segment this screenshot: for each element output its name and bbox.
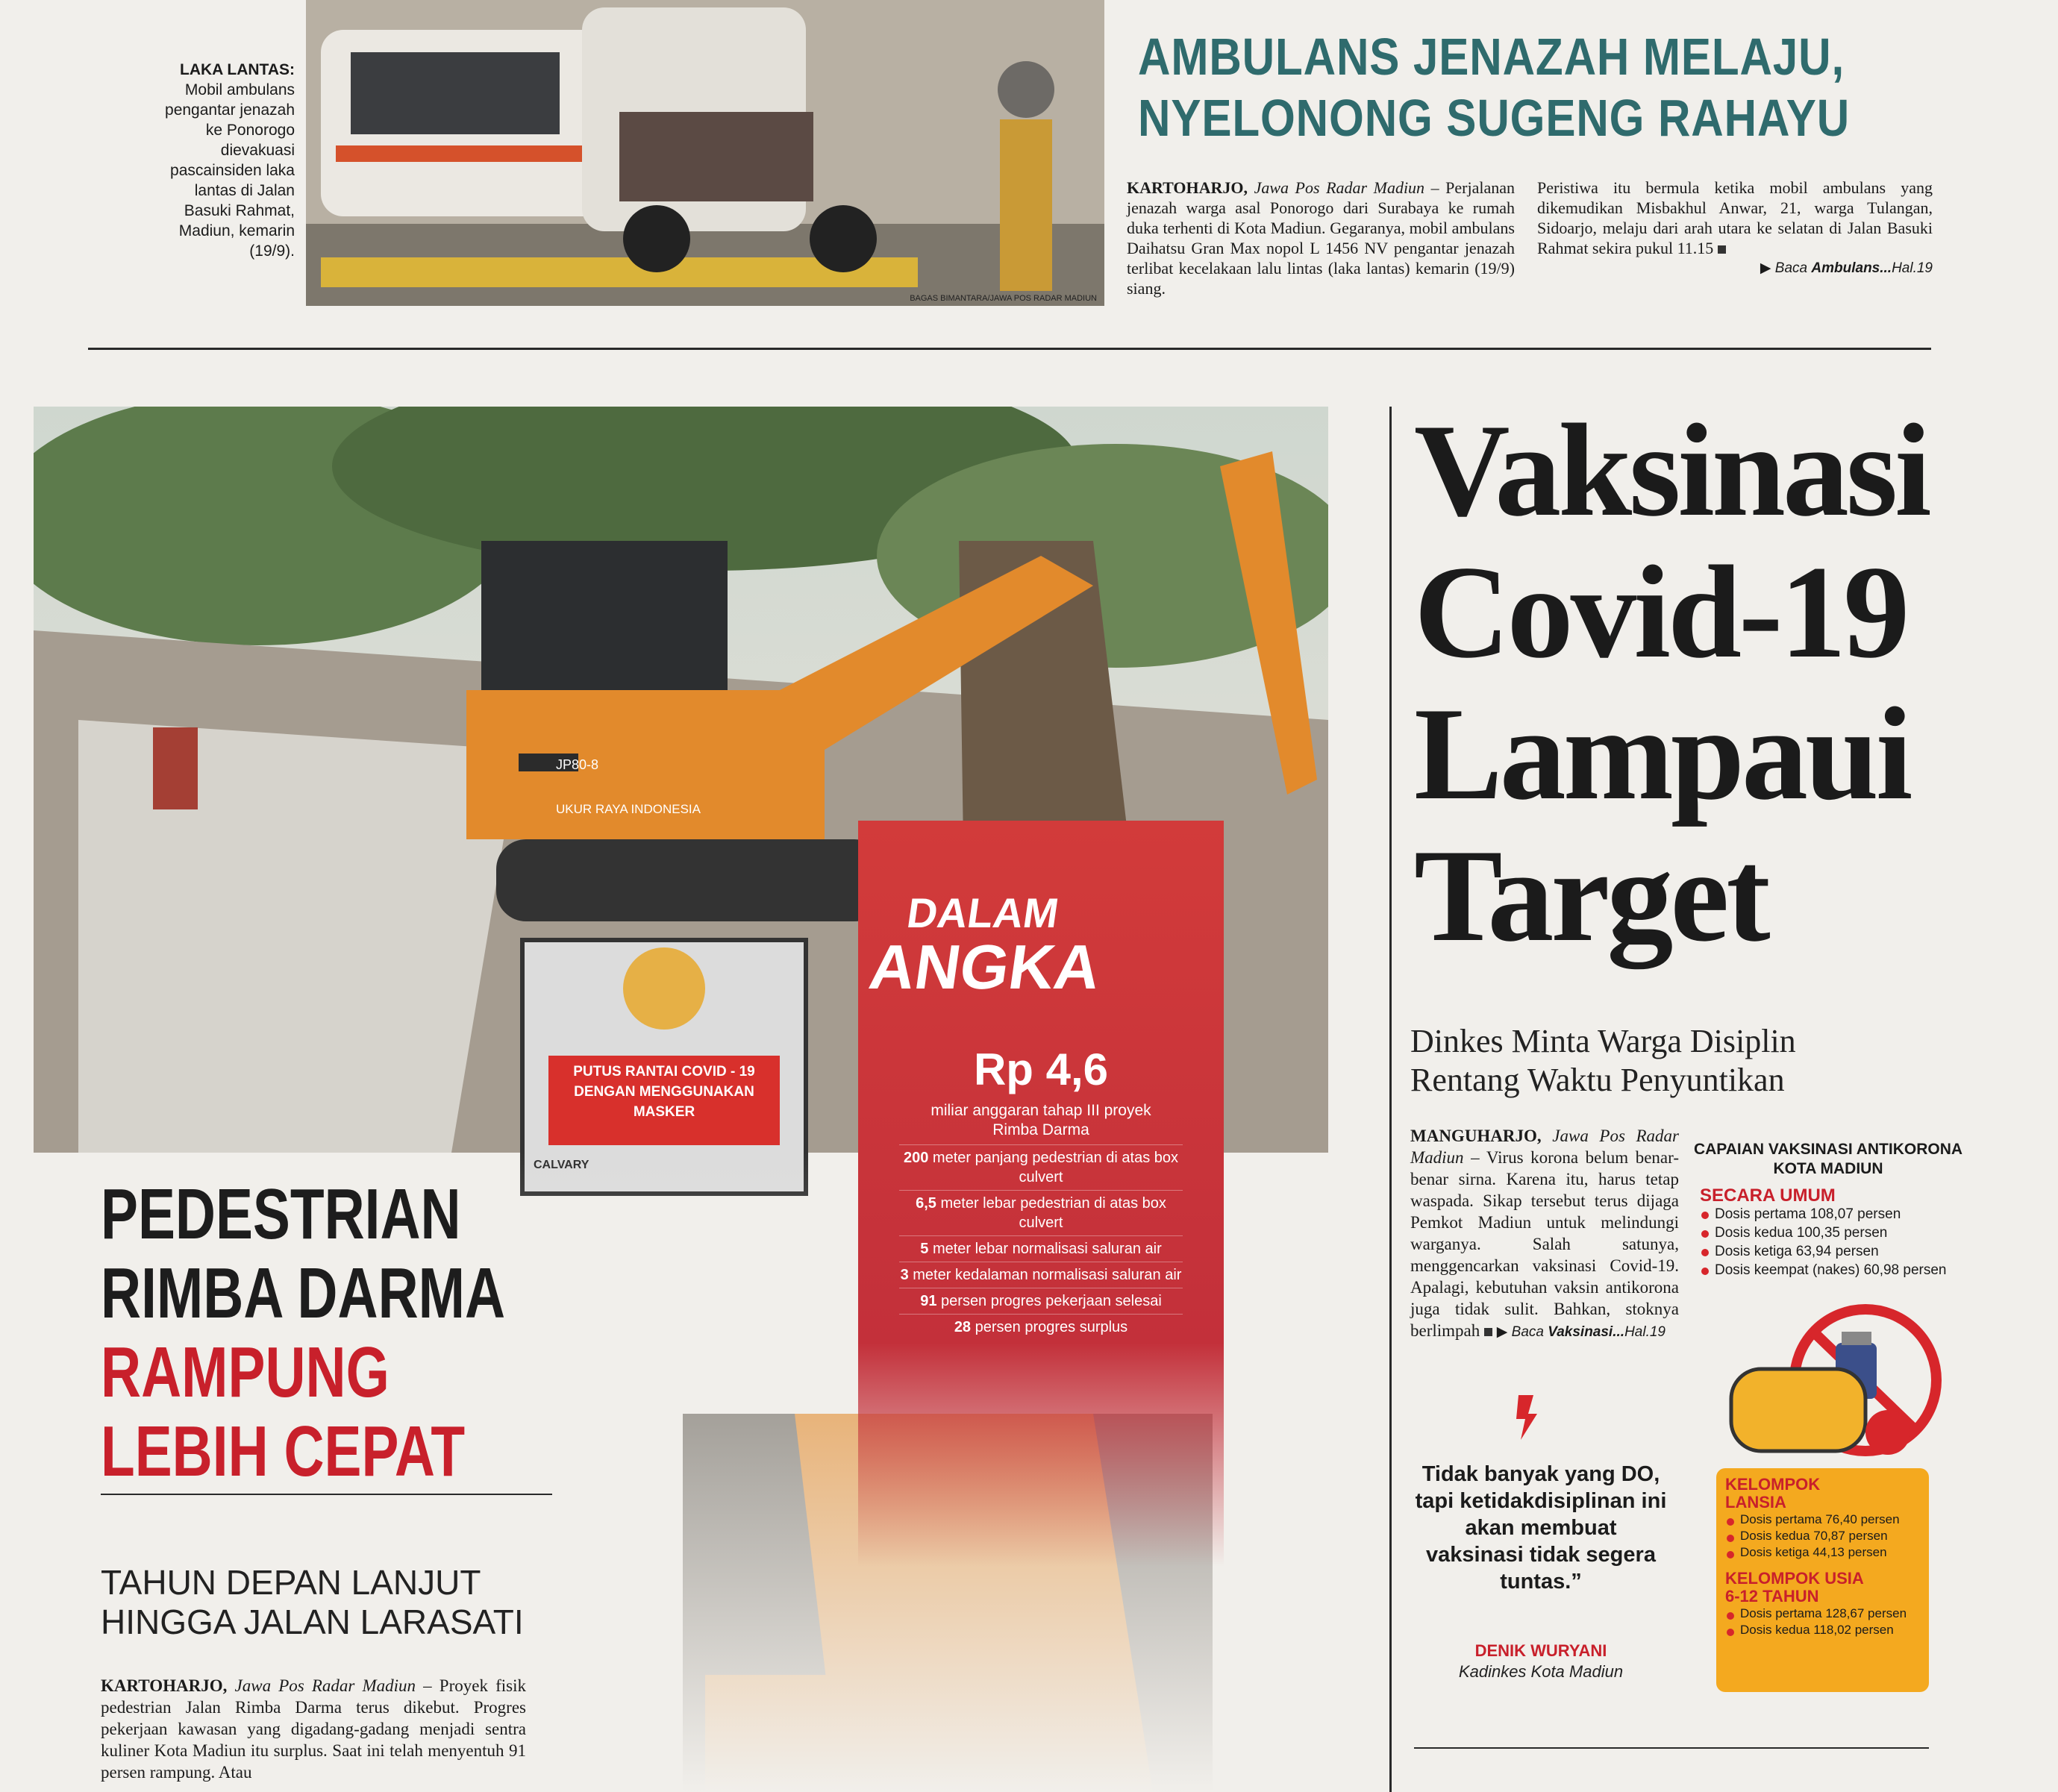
excavator-brand: UKUR RAYA INDONESIA (556, 802, 701, 816)
headline-black: PEDESTRIAN RIMBA DARMA (101, 1174, 506, 1333)
top-divider (88, 348, 1931, 350)
top-dateline: KARTOHARJO, (1127, 178, 1248, 197)
column-divider (1389, 407, 1392, 1792)
vaksin-subhead: Dinkes Minta Warga Disiplin Rentang Waktu Penyuntikan (1410, 1023, 1796, 1098)
excavator-label: JP80-8 (556, 757, 599, 772)
angka-item: 3 meter kedalaman normalisasi saluran air (899, 1262, 1183, 1288)
angka-item: 5 meter lebar normalisasi saluran air (899, 1235, 1183, 1262)
vaksin-jump[interactable]: ▶ Baca Vaksinasi...Hal.19 (1496, 1324, 1666, 1340)
umum-item: Dosis keempat (nakes) 60,98 persen (1700, 1261, 1983, 1279)
fist-vial-icon (1716, 1302, 1955, 1473)
top-body-1: – Perjalanan jenazah warga asal Ponorogo dari Surabaya ke rumah duka terhenti di Kota Madiun. Gegaranya, mobil ambulans Daihatsu Gran Max nopol L 1456 NV pengantar jenazah terlibat kecelakaan lalu lintas (laka lantas) kemarin (19/9) siang. (1127, 178, 1515, 298)
pedestrian-subhead: TAHUN DEPAN LANJUT HINGGA JALAN LARASATI (101, 1563, 524, 1641)
ambulance-illustration (306, 0, 1104, 306)
umum-item: Dosis pertama 108,07 persen (1700, 1205, 1983, 1224)
pedestrian-dateline: KARTOHARJO, (101, 1676, 228, 1695)
mask-sign-footer: CALVARY (534, 1159, 589, 1171)
top-body-2: Peristiwa itu bermula ketika mobil ambulans yang dikemudikan Misbakhul Anwar, 21, warga Tulangan, Sidoarjo, melaju dari arah utara ke selatan di Jalan Basuki Rahmat sekira pukul 11.15 (1537, 178, 1933, 257)
top-col-2 (1537, 178, 1933, 278)
vaksin-dateline: MANGUHARJO, (1410, 1127, 1542, 1145)
pull-quote: Tidak banyak yang DO, tapi ketidakdisiplinan ini akan membuat vaksinasi tidak segera tuntas.” (1415, 1462, 1667, 1594)
angka-item: 200 meter panjang pedestrian di atas box culvert (899, 1144, 1183, 1190)
vaccine-fist-illustration (1716, 1302, 1955, 1473)
bottom-right-rule (1414, 1747, 1929, 1749)
headline-red: RAMPUNG LEBIH CEPAT (101, 1332, 466, 1491)
vaksin-body-text: – Virus korona belum benar-benar sirna. Karena itu, harus tetap waspada. Sikap tersebut terus dijaga Pemkot Madiun untuk melindungi warganya. Salah satunya, menggencarkan vaksinasi Covid-19. Apalagi, kebutuhan vaksin antikorona juga tidak sulit. Bahkan, stoknya berlimpah (1410, 1148, 1680, 1340)
vaksin-headline: Vaksinasi Covid-19 Lampaui Target (1414, 396, 1929, 969)
jump-arrow-icon: ▶ (1760, 260, 1771, 276)
anak-item: Dosis pertama 128,67 persen (1725, 1605, 1920, 1622)
lansia-item: Dosis kedua 70,87 persen (1725, 1528, 1920, 1544)
subhead-rule (101, 1494, 552, 1495)
caption-label: LAKA LANTAS: (180, 61, 295, 78)
umum-label: SECARA UMUM (1700, 1185, 1836, 1206)
ambulance-photo (306, 0, 1104, 306)
pedestrian-source: Jawa Pos Radar Madiun (234, 1676, 416, 1695)
jump-arrow-icon: ▶ (1496, 1324, 1508, 1340)
lansia-label: KELOMPOK LANSIA (1725, 1475, 1821, 1511)
dalam-angka-box (858, 821, 1224, 1567)
vaksin-body (1410, 1125, 1679, 1343)
mask-sign-text: PUTUS RANTAI COVID - 19 DENGAN MENGGUNAKAN MASKER (573, 1064, 755, 1120)
top-source: Jawa Pos Radar Madiun (1254, 178, 1425, 197)
top-col-1 (1127, 178, 1515, 298)
angka-item: 28 persen progres surplus (899, 1314, 1183, 1340)
capaian-title: CAPAIAN VAKSINASI ANTIKORONA KOTA MADIUN (1693, 1141, 1963, 1177)
top-photo-caption (149, 60, 295, 261)
big-desc: miliar anggaran tahap III proyek Rimba Darma (931, 1102, 1151, 1138)
lansia-item: Dosis pertama 76,40 persen (1725, 1511, 1920, 1528)
anak-label: KELOMPOK USIA 6-12 TAHUN (1725, 1569, 1863, 1605)
anak-list (1725, 1605, 1920, 1638)
lansia-item: Dosis ketiga 44,13 persen (1725, 1544, 1920, 1561)
lansia-list (1725, 1511, 1920, 1561)
pedestrian-body-text: – Proyek fisik pedestrian Jalan Rimba Darma terus dikebut. Progres pekerjaan kawasan yang digadang-gadang menjadi sentra kuliner Kota Madiun itu surplus. Saat ini telah menyentuh 91 persen rampung. Atau (101, 1676, 526, 1782)
quote-role: Kadinkes Kota Madiun (1458, 1662, 1624, 1681)
umum-item: Dosis kedua 100,35 persen (1700, 1224, 1983, 1242)
caption-text: Mobil ambulans pengantar jenazah ke Ponorogo dievakuasi pascainsiden laka lantas di Jalan Basuki Rahmat, Madiun, kemarin (19/9). (165, 81, 295, 260)
top-jump[interactable]: ▶ Baca Ambulans...Hal.19 (1760, 260, 1933, 276)
quote-name: DENIK WURYANI (1474, 1641, 1607, 1660)
umum-list (1700, 1205, 1983, 1279)
angka-item: 6,5 meter lebar pedestrian di atas box culvert (899, 1190, 1183, 1235)
dalam-angka-title: DALAM ANGKA (865, 889, 1105, 1002)
umum-item: Dosis ketiga 63,94 persen (1700, 1242, 1983, 1261)
angka-item: 91 persen progres pekerjaan selesai (899, 1288, 1183, 1314)
pedestrian-headline (101, 1175, 698, 1491)
vaksin-source: Jawa Pos Radar Madiun (1410, 1127, 1679, 1167)
big-value: Rp 4,6 (973, 1044, 1109, 1094)
capaian-umum (1700, 1186, 1983, 1279)
photo-credit: BAGAS BIMANTARA/JAWA POS RADAR MADIUN (910, 294, 1097, 303)
capaian-orange-box (1716, 1468, 1929, 1692)
top-headline: AMBULANS JENAZAH MELAJU, NYELONONG SUGENG RAHAYU (1138, 28, 1851, 147)
angka-list (899, 1144, 1183, 1340)
anak-item: Dosis kedua 118,02 persen (1725, 1622, 1920, 1638)
pedestrian-body (101, 1675, 526, 1783)
quote-mark-icon (1515, 1395, 1552, 1440)
